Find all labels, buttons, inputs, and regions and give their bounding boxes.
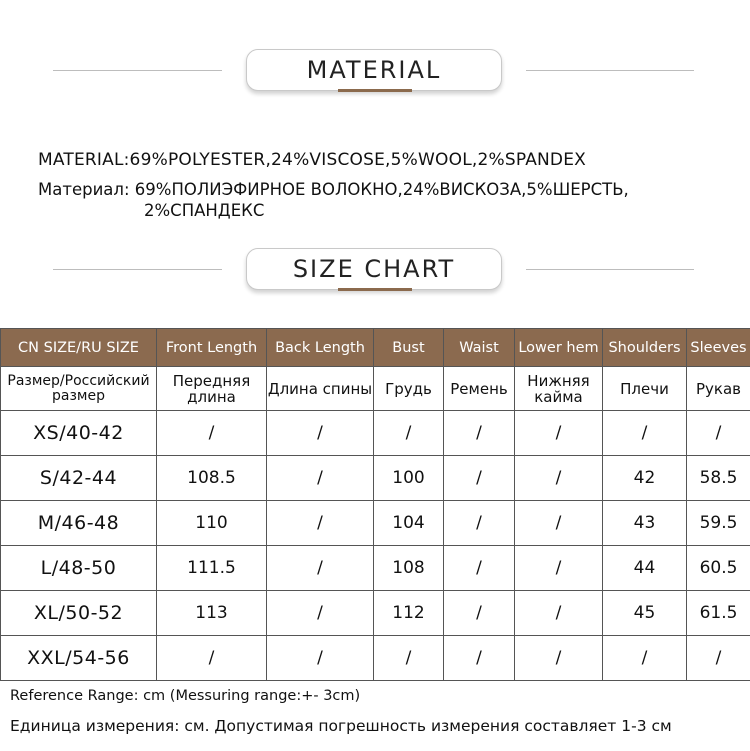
table-cell: / [603,636,687,681]
column-header: Длина спины [267,367,374,411]
column-header: Back Length [267,329,374,367]
table-cell: / [267,456,374,501]
header-row-russian [1,367,750,411]
size-chart-title: SIZE CHART [246,248,502,290]
table-cell: / [515,411,603,456]
table-cell: / [267,546,374,591]
table-cell: 59.5 [687,501,750,546]
column-header: Sleeves [687,329,750,367]
table-cell: / [267,636,374,681]
table-cell: / [515,591,603,636]
table-row [1,501,750,546]
table-cell: 112 [374,591,444,636]
table-cell: / [267,501,374,546]
column-header: Нижняя кайма [515,367,603,411]
column-header: Bust [374,329,444,367]
table-cell: 100 [374,456,444,501]
table-cell: / [603,411,687,456]
table-row [1,456,750,501]
column-header: Плечи [603,367,687,411]
table-cell: / [157,411,267,456]
table-cell: 108 [374,546,444,591]
column-header: CN SIZE/RU SIZE [1,329,157,367]
table-cell: / [444,591,515,636]
size-cell: XS/40-42 [1,411,157,456]
column-header: Lower hem [515,329,603,367]
table-cell: / [444,546,515,591]
column-header: Waist [444,329,515,367]
divider-line [526,70,694,71]
size-cell: M/46-48 [1,501,157,546]
table-cell: / [267,411,374,456]
table-cell: 45 [603,591,687,636]
table-cell: / [374,411,444,456]
material-english: MATERIAL:69%POLYESTER,24%VISCOSE,5%WOOL,2%SPANDEX [38,150,587,170]
table-cell: / [515,501,603,546]
measurement-unit-note: Единица измерения: см. Допустимая погрешность измерения составляет 1-3 см [10,717,672,735]
column-header: Передняя длина [157,367,267,411]
table-cell: 104 [374,501,444,546]
size-cell: S/42-44 [1,456,157,501]
table-cell: / [444,501,515,546]
table-cell: / [515,456,603,501]
size-chart-section-header [0,248,750,296]
material-section-header [0,49,750,97]
material-title: MATERIAL [246,49,502,91]
reference-range-note: Reference Range: cm (Messuring range:+- 3cm) [10,688,361,704]
table-cell: / [515,546,603,591]
header-row-english [1,329,750,367]
title-underline [338,288,412,291]
table-cell: 60.5 [687,546,750,591]
size-chart-table [0,328,750,681]
table-cell: / [374,636,444,681]
column-header: Грудь [374,367,444,411]
table-row [1,591,750,636]
table-cell: 44 [603,546,687,591]
size-cell: L/48-50 [1,546,157,591]
table-row [1,636,750,681]
divider-line [53,269,222,270]
table-cell: / [267,591,374,636]
table-cell: / [687,636,750,681]
table-cell: / [515,636,603,681]
table-cell: 111.5 [157,546,267,591]
table-cell: 110 [157,501,267,546]
material-russian-continued: 2%СПАНДЕКС [144,201,265,220]
table-cell: / [157,636,267,681]
table-row [1,411,750,456]
table-cell: 61.5 [687,591,750,636]
table-cell: / [444,411,515,456]
table-cell: 58.5 [687,456,750,501]
column-header: Ремень [444,367,515,411]
size-cell: XXL/54-56 [1,636,157,681]
table-cell: 108.5 [157,456,267,501]
column-header: Front Length [157,329,267,367]
divider-line [53,70,222,71]
table-cell: / [444,456,515,501]
column-header: Размер/Российский размер [1,367,157,411]
table-cell: / [444,636,515,681]
title-underline [338,89,412,92]
size-cell: XL/50-52 [1,591,157,636]
column-header: Рукав [687,367,750,411]
table-row [1,546,750,591]
column-header: Shoulders [603,329,687,367]
table-cell: 113 [157,591,267,636]
table-cell: 43 [603,501,687,546]
table-cell: / [687,411,750,456]
divider-line [526,269,694,270]
material-russian: Материал: 69%ПОЛИЭФИРНОЕ ВОЛОКНО,24%ВИСКОЗА,5%ШЕРСТЬ, [38,180,629,199]
table-cell: 42 [603,456,687,501]
